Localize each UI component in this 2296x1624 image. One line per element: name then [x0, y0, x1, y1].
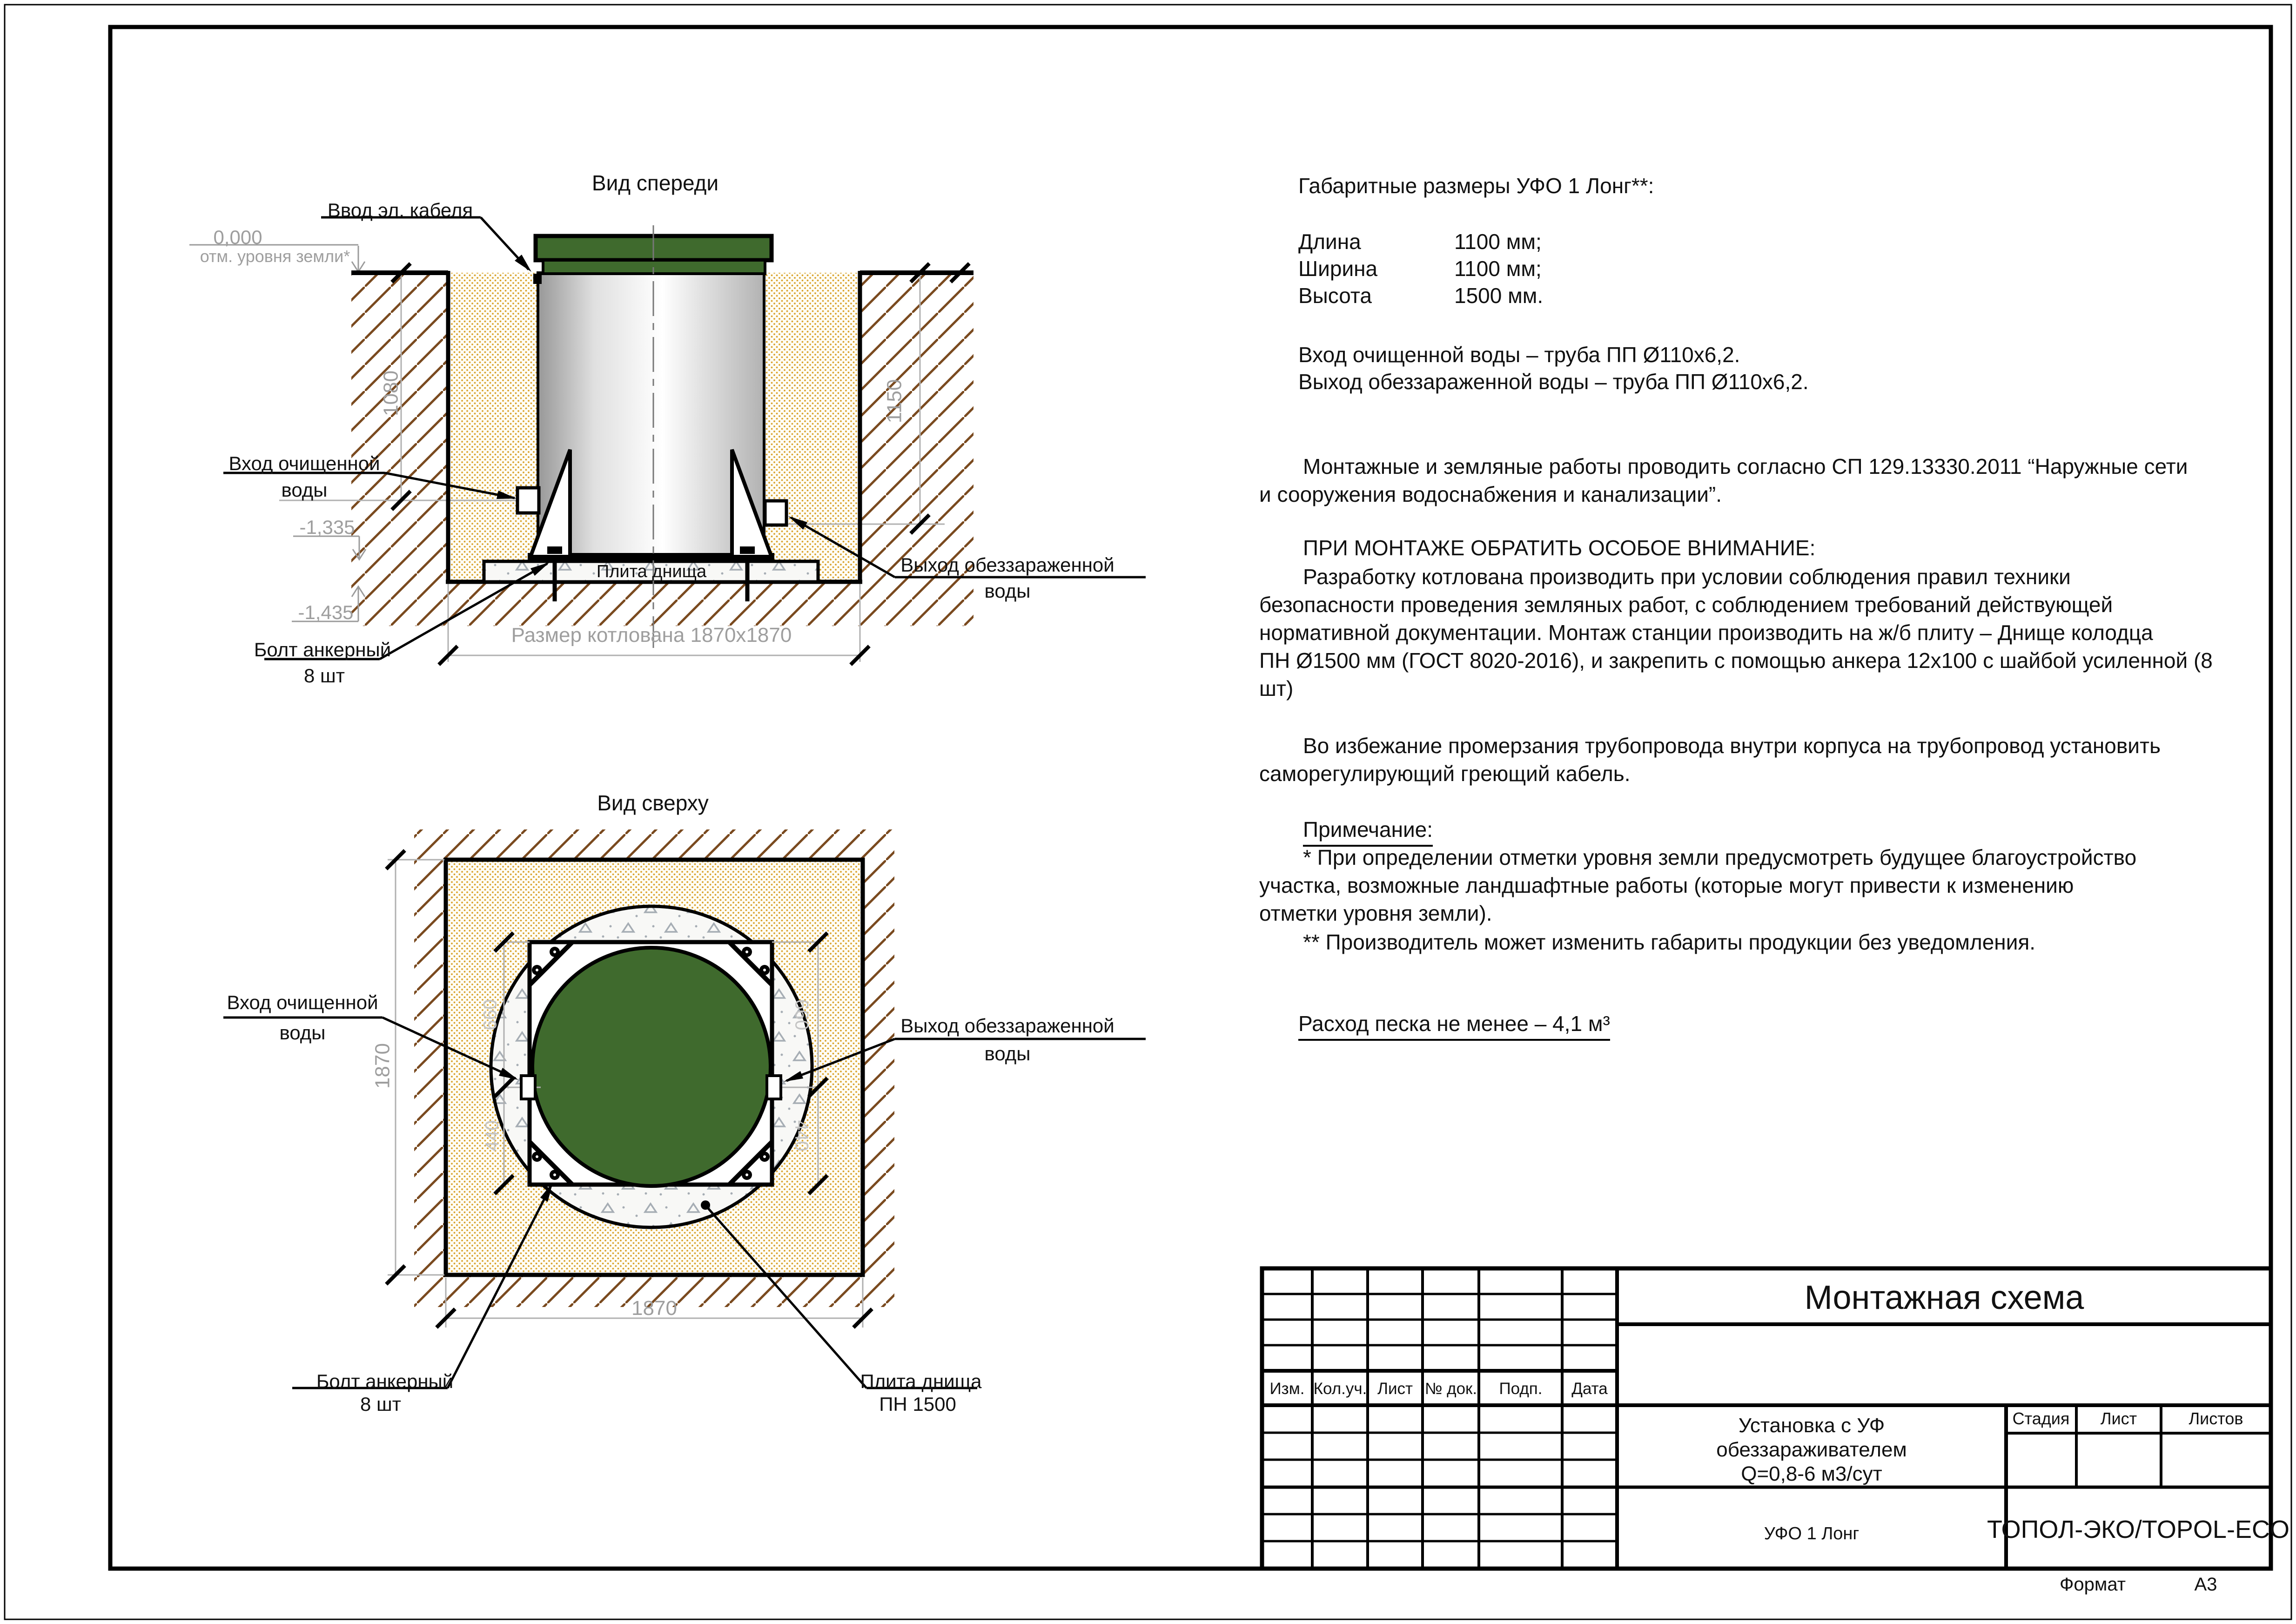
notes-heading: Габаритные размеры УФО 1 Лонг**: — [1298, 174, 1654, 198]
rev-header-data: Дата — [1571, 1380, 1608, 1398]
note-line: и сооружения водоснабжения и канализации”. — [1259, 482, 1722, 506]
top-plate-label-2: ПН 1500 — [879, 1393, 956, 1415]
top-plate-label: Плита днища — [860, 1370, 982, 1392]
note-line: ** Производитель может изменить габариты продукции без уведомления. — [1303, 930, 2036, 954]
top-view-title: Вид сверху — [597, 791, 709, 815]
front-inlet-label-2: воды — [281, 479, 328, 501]
cable-entry-label: Ввод эл. кабеля — [327, 199, 473, 221]
level-minus1335-dim: -1,335 — [299, 516, 355, 538]
note-line: Во избежание промерзания трубопровода внутри корпуса на трубопровод установить — [1303, 734, 2161, 758]
dim-660-right: 660 — [791, 999, 812, 1031]
sheets-header: Листов — [2189, 1409, 2243, 1428]
pit-size-dim: Размер котлована 1870х1870 — [511, 624, 792, 647]
dim-row-label: Длина — [1298, 229, 1361, 254]
dim-660-left: 660 — [480, 999, 501, 1031]
format-value: А3 — [2194, 1574, 2217, 1595]
front-outlet-label-2: воды — [984, 580, 1031, 602]
product-name-line: обеззараживателем — [1716, 1438, 1907, 1461]
note-line: Разработку котлована производить при условии соблюдения правил техники — [1303, 565, 2071, 589]
rev-header-doc: № док. — [1424, 1380, 1477, 1398]
note-line: саморегулирующий греющий кабель. — [1259, 761, 1631, 786]
top-inlet-label: Вход очищенной — [227, 991, 378, 1013]
note-subheading: Примечание: — [1303, 818, 1433, 847]
dim-row-value: 1100 мм; — [1454, 256, 1542, 281]
front-bolt-label: Болт анкерный — [254, 639, 391, 660]
tank-lid-top — [532, 948, 771, 1186]
note-line: * При определении отметки уровня земли предусмотреть будущее благоустройство — [1303, 845, 2137, 869]
dim-row-label: Высота — [1298, 283, 1372, 308]
format-label: Формат — [2059, 1574, 2126, 1595]
model-name: УФО 1 Лонг — [1764, 1524, 1860, 1543]
level-marks — [189, 245, 366, 621]
level-zero-dim: 0,000 — [213, 226, 262, 248]
product-name-line: Установка с УФ — [1738, 1414, 1885, 1437]
note-line: нормативной документации. Монтаж станции производить на ж/б плиту – Днище колодца — [1259, 620, 2153, 645]
level-zero-sub: отм. уровня земли* — [200, 247, 350, 266]
product-name-line: Q=0,8-6 м3/сут — [1741, 1462, 1882, 1485]
titleblock-title: Монтажная схема — [1804, 1279, 2084, 1316]
level-minus1435-dim: -1,435 — [298, 601, 354, 623]
inlet-pipe-front — [517, 488, 539, 513]
depth-1080-dim: 1080 — [379, 371, 403, 416]
note-line: безопасности проведения земляных работ, с соблюдением требований действующей — [1259, 593, 2113, 617]
pipe-note: Выход обеззараженной воды – труба ПП Ø110х6,2. — [1298, 370, 1809, 394]
anchor-bolt-left — [547, 546, 562, 554]
depth-1150-dim: 1150 — [883, 379, 906, 424]
attention-heading: ПРИ МОНТАЖЕ ОБРАТИТЬ ОСОБОЕ ВНИМАНИЕ: — [1303, 536, 1816, 560]
outlet-pipe-top — [767, 1076, 781, 1099]
front-view-title: Вид спереди — [591, 171, 719, 195]
sand-consumption-note: Расход песка не менее – 4,1 м³ — [1298, 1012, 1610, 1041]
top-outlet-label: Выход обеззараженной — [900, 1015, 1114, 1037]
top-view-drawing — [223, 829, 1146, 1388]
dim-440-right: 440 — [791, 1120, 812, 1152]
dim-row-value: 1100 мм; — [1454, 229, 1542, 254]
top-bolt-label: Болт анкерный — [316, 1370, 454, 1392]
dim-row-value: 1500 мм. — [1454, 283, 1544, 308]
top-outlet-label-2: воды — [984, 1043, 1031, 1065]
note-line: участка, возможные ландшафтные работы (которые могут привести к изменению — [1259, 873, 2074, 897]
outlet-pipe-front — [765, 501, 786, 525]
rev-header-list: Лист — [1377, 1380, 1413, 1398]
top-inlet-label-2: воды — [279, 1022, 326, 1044]
dim-row-label: Ширина — [1298, 256, 1378, 281]
stage-header: Стадия — [2012, 1409, 2070, 1428]
inlet-pipe-top — [521, 1076, 535, 1099]
anchor-bolt-right — [740, 546, 755, 554]
rev-header-podp: Подп. — [1499, 1380, 1543, 1398]
note-line: отметки уровня земли). — [1259, 901, 1492, 925]
note-line: Монтажные и земляные работы проводить согласно СП 129.13330.2011 “Наружные сети — [1303, 454, 2188, 478]
top-bolt-label-2: 8 шт — [360, 1393, 401, 1415]
company-name: ТОПОЛ-ЭКО/TOPOL-ECO — [1987, 1516, 2289, 1543]
rev-header-izm: Изм. — [1269, 1380, 1305, 1398]
rev-header-koluch: Кол.уч. — [1313, 1380, 1367, 1398]
note-line: ПН Ø1500 мм (ГОСТ 8020-2016), и закрепить с помощью анкера 12х100 с шайбой усиленной (8 — [1259, 648, 2213, 673]
pit-width-dim-left: 1870 — [371, 1043, 394, 1089]
sheet-header: Лист — [2100, 1409, 2137, 1428]
front-inlet-label: Вход очищенной — [228, 452, 380, 474]
pipe-note: Вход очищенной воды – труба ПП Ø110х6,2. — [1298, 343, 1740, 367]
dim-440-left: 440 — [482, 1120, 503, 1152]
front-bolt-label-2: 8 шт — [304, 665, 345, 687]
pit-width-dim-bottom: 1870 — [631, 1297, 677, 1320]
plate-label-front: Плита днища — [596, 562, 707, 581]
front-outlet-label: Выход обеззараженной — [900, 554, 1114, 576]
note-line: шт) — [1259, 676, 1294, 701]
cable-gland — [533, 274, 542, 284]
